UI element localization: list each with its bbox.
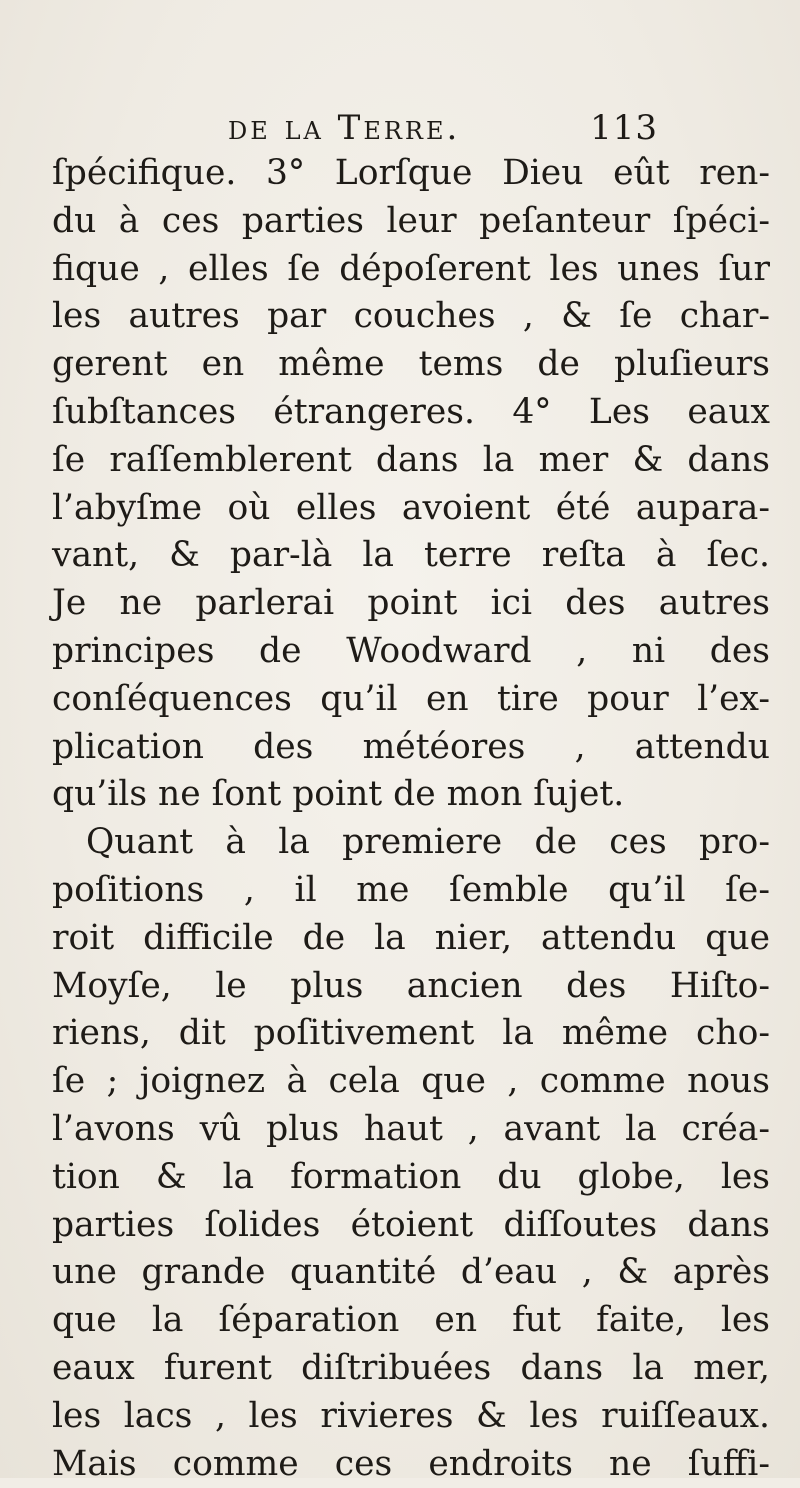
text-line: les lacs , les rivieres & les ruiſſeaux.: [52, 1395, 770, 1436]
text-line: une grande quantité d’eau , & après: [52, 1252, 770, 1293]
text-line: ſpécifique. 3° Lorſque Dieu eût ren-: [52, 153, 770, 193]
text-line: gerent en même tems de pluſieurs: [52, 344, 770, 385]
text-line: ſe raſſemblerent dans la mer & dans: [52, 439, 770, 480]
text-line: qu’ils ne ſont point de mon ſujet.: [52, 774, 625, 815]
text-line: les autres par couches , & ſe char-: [52, 296, 770, 337]
text-line: eaux furent diſtribuées dans la mer,: [52, 1347, 770, 1388]
running-head-title: de la Terre.: [228, 108, 461, 148]
text-line: l’abyſme où elles avoient été aupara-: [52, 487, 770, 528]
text-line: conſéquences qu’il en tire pour l’ex-: [52, 678, 770, 719]
text-line: riens, dit poſitivement la même cho-: [52, 1013, 770, 1054]
text-line: principes de Woodward , ni des: [52, 630, 770, 671]
text-line: du à ces parties leur peſanteur ſpéci-: [52, 200, 770, 241]
page-number: 113: [590, 108, 658, 148]
text-line: plication des météores , attendu: [52, 726, 770, 767]
text-line: vant, & par-là la terre reſta à ſec.: [52, 535, 770, 576]
text-line: roit difficile de la nier, attendu que: [52, 917, 770, 958]
text-line: Moyſe, le plus ancien des Hiſto-: [52, 965, 770, 1006]
running-head: [228, 108, 658, 152]
text-line: ſubſtances étrangeres. 4° Les eaux: [52, 391, 770, 432]
text-line: que la ſéparation en fut faite, les: [52, 1300, 770, 1341]
text-line-paragraph-start: Quant à la premiere de ces pro-: [86, 822, 770, 863]
text-line: Mais comme ces endroits ne ſuffi-: [52, 1443, 770, 1484]
text-line: poſitions , il me ſemble qu’il ſe-: [52, 869, 770, 910]
text-line: l’avons vû plus haut , avant la créa-: [52, 1108, 770, 1149]
body-text: [52, 150, 770, 1488]
text-line: tion & la formation du globe, les: [52, 1156, 770, 1197]
text-line: fique , elles ſe dépoſerent les unes ſur: [52, 248, 770, 289]
text-line: Je ne parlerai point ici des autres: [52, 583, 770, 624]
text-line: parties ſolides étoient diſſoutes dans: [52, 1204, 770, 1245]
text-line: ſe ; joignez à cela que , comme nous: [52, 1061, 770, 1102]
